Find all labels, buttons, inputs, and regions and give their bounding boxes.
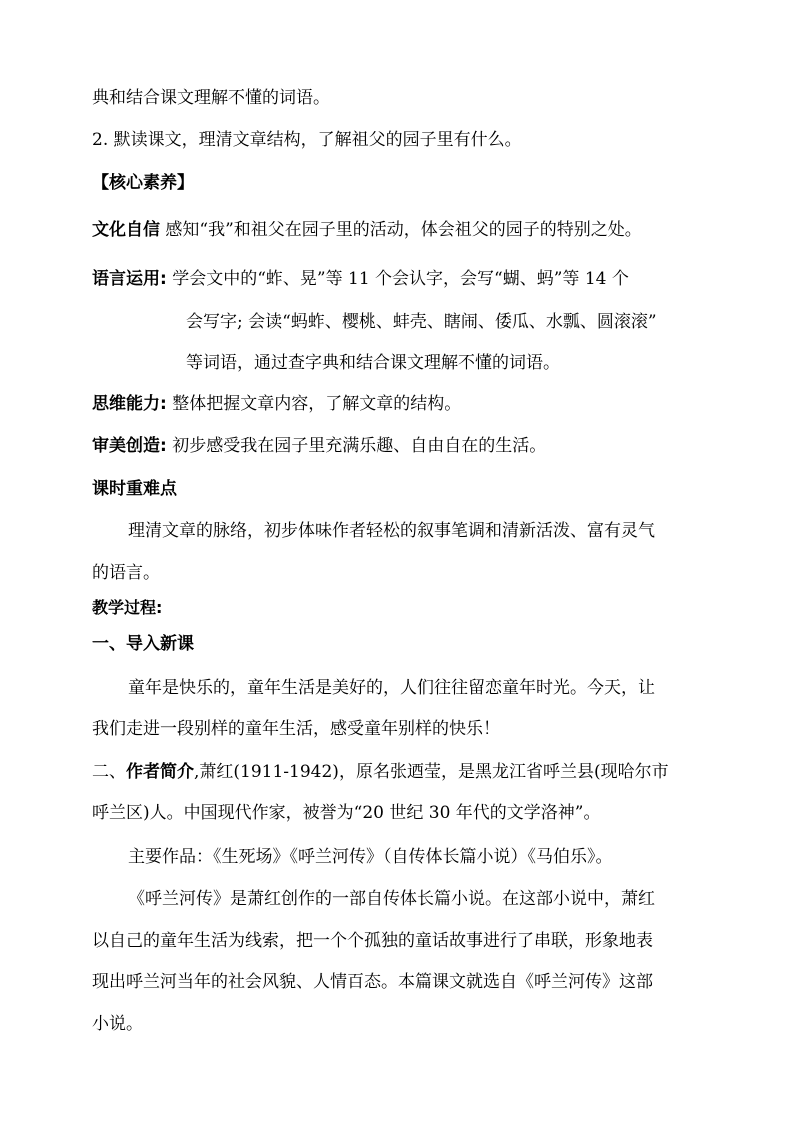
culture-row xyxy=(92,218,712,242)
aesthetic-text: 初步感受我在园子里充满乐趣、自由自在的生活。 xyxy=(172,436,547,456)
section-1-text-cont: 我们走进一段别样的童年生活，感受童年别样的快乐！ xyxy=(92,719,500,739)
process-heading: 教学过程: xyxy=(92,598,163,617)
language-text-cont: 等词语，通过查字典和结合课文理解不懂的词语。 xyxy=(186,353,560,373)
novel-paragraph: 《呼兰河传》是萧红创作的一部自传体长篇小说。在这部小说中，萧红 xyxy=(128,889,655,909)
aesthetic-label: 审美创造: xyxy=(92,436,167,456)
key-points-text: 理清文章的脉络，初步体味作者轻松的叙事笔调和清新活泼、富有灵气 xyxy=(128,521,655,541)
culture-label: 文化自信 xyxy=(92,220,160,240)
novel-paragraph-cont: 以自己的童年生活为线索，把一个个孤独的童话故事进行了串联，形象地表 xyxy=(92,931,653,951)
section-2-title: 作者简介 xyxy=(126,762,194,782)
main-works: 主要作品：《生死场》《呼兰河传》（自传体长篇小说）《马伯乐》。 xyxy=(128,847,613,867)
key-points-text-cont: 的语言。 xyxy=(92,563,160,583)
section-1-heading: 一、导入新课 xyxy=(92,634,194,654)
core-literacy-heading: 【核心素养】 xyxy=(92,173,194,193)
language-text: 学会文中的“蚱、晃”等 11 个会认字，会写“蝴、蚂”等 14 个 xyxy=(172,269,629,289)
language-text-cont: 会写字; 会读“蚂蚱、樱桃、蚌壳、瞎闹、倭瓜、水瓢、圆滚滚” xyxy=(186,312,657,332)
section-2-prefix: 二、 xyxy=(92,762,126,782)
key-points-heading: 课时重难点 xyxy=(92,479,177,499)
section-2-text: ,萧红(1911-1942)，原名张迺莹，是黑龙江省呼兰县(现哈尔市 xyxy=(194,762,669,782)
language-row xyxy=(92,267,712,291)
section-2-text-cont: 呼兰区)人。中国现代作家，被誉为“20 世纪 30 年代的文学洛神”。 xyxy=(92,803,601,823)
section-1-text: 童年是快乐的，童年生活是美好的，人们往往留恋童年时光。今天，让 xyxy=(128,678,655,698)
objective-item-2: 2. 默读课文，理清文章结构，了解祖父的园子里有什么。 xyxy=(92,130,522,150)
culture-text: 感知“我”和祖父在园子里的活动，体会祖父的园子的特别之处。 xyxy=(165,220,642,240)
novel-paragraph-cont: 小说。 xyxy=(92,1014,143,1034)
aesthetic-row xyxy=(92,434,712,458)
novel-paragraph-cont: 现出呼兰河当年的社会风貌、人情百态。本篇课文就选自《呼兰河传》这部 xyxy=(92,972,653,992)
thinking-text: 整体把握文章内容，了解文章的结构。 xyxy=(172,394,462,414)
text-line: 典和结合课文理解不懂的词语。 xyxy=(92,88,330,108)
section-2-row xyxy=(92,760,712,784)
thinking-row xyxy=(92,392,712,416)
thinking-label: 思维能力: xyxy=(92,394,167,414)
language-label: 语言运用: xyxy=(92,269,167,289)
